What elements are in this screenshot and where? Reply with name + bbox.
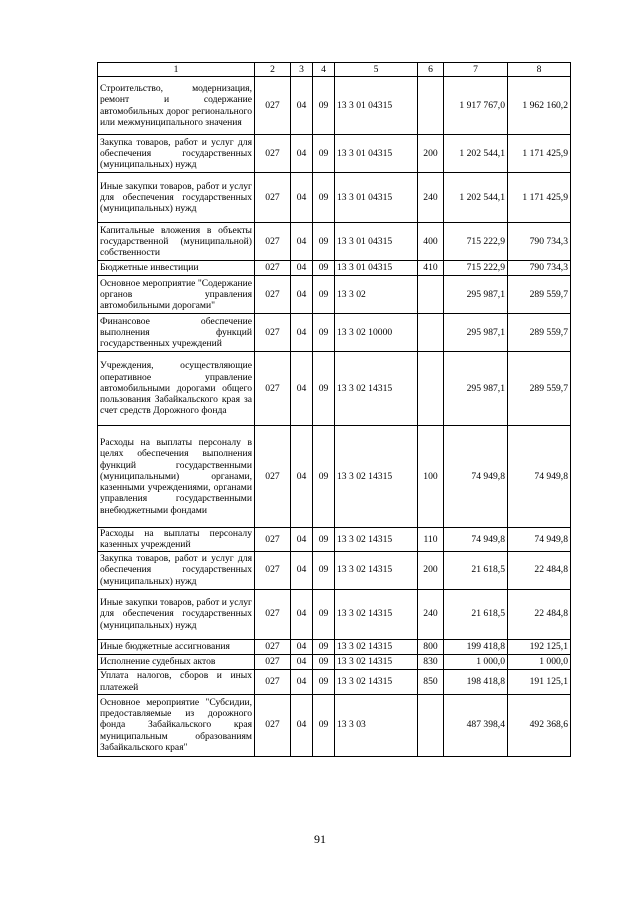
row-amount-year1-cell: 1 917 767,0 (444, 77, 508, 135)
row-target-article-cell: 13 3 02 14315 (335, 639, 418, 654)
table-row (98, 694, 571, 756)
table-row (98, 589, 571, 639)
row-subsection-cell: 09 (313, 551, 335, 589)
table-row (98, 261, 571, 276)
row-section-cell: 04 (291, 173, 313, 223)
row-expense-type-cell: 200 (418, 135, 444, 173)
row-amount-year1-cell: 1 000,0 (444, 654, 508, 669)
budget-table (97, 62, 571, 757)
row-name-cell: Закупка товаров, работ и услуг для обеспечения государственных (муниципальных) нужд (98, 135, 255, 173)
row-section-cell: 04 (291, 669, 313, 694)
row-name-cell: Учреждения, осуществляющие оперативное управление автомобильными дорогами общего пользования Забайкальского края за счет средств Дорожного фонда (98, 352, 255, 426)
row-name-cell: Расходы на выплаты персоналу в целях обеспечения выполнения функций государственными (муниципальными) органами, казенными учреждениями, органами управления государственными внебюджетными фондами (98, 426, 255, 528)
row-expense-type-cell: 240 (418, 173, 444, 223)
row-name-cell: Бюджетные инвестиции (98, 261, 255, 276)
row-expense-type-cell: 830 (418, 654, 444, 669)
row-amount-year2-cell: 191 125,1 (508, 669, 571, 694)
table-row (98, 135, 571, 173)
row-expense-type-cell (418, 276, 444, 314)
row-amount-year1-cell: 295 987,1 (444, 314, 508, 352)
row-name-cell: Финансовое обеспечение выполнения функций государственных учреждений (98, 314, 255, 352)
row-amount-year2-cell: 22 484,8 (508, 589, 571, 639)
row-amount-year2-cell: 74 949,8 (508, 528, 571, 552)
col-header-2: 2 (255, 63, 291, 77)
col-header-1: 1 (98, 63, 255, 77)
row-ministry-code-cell: 027 (255, 276, 291, 314)
col-header-4: 4 (313, 63, 335, 77)
row-target-article-cell: 13 3 01 04315 (335, 223, 418, 261)
table-row (98, 314, 571, 352)
row-ministry-code-cell: 027 (255, 669, 291, 694)
col-header-7: 7 (444, 63, 508, 77)
row-expense-type-cell: 410 (418, 261, 444, 276)
row-section-cell: 04 (291, 77, 313, 135)
table-row (98, 669, 571, 694)
table-row (98, 654, 571, 669)
row-amount-year2-cell: 1 171 425,9 (508, 173, 571, 223)
row-expense-type-cell (418, 352, 444, 426)
row-target-article-cell: 13 3 03 (335, 694, 418, 756)
row-amount-year1-cell: 74 949,8 (444, 528, 508, 552)
table-row (98, 528, 571, 552)
row-amount-year2-cell: 289 559,7 (508, 352, 571, 426)
row-target-article-cell: 13 3 02 14315 (335, 426, 418, 528)
row-amount-year2-cell: 289 559,7 (508, 314, 571, 352)
row-name-cell: Иные закупки товаров, работ и услуг для обеспечения государственных (муниципальных) нужд (98, 589, 255, 639)
row-target-article-cell: 13 3 02 14315 (335, 551, 418, 589)
row-amount-year1-cell: 198 418,8 (444, 669, 508, 694)
row-amount-year2-cell: 790 734,3 (508, 223, 571, 261)
row-section-cell: 04 (291, 694, 313, 756)
row-section-cell: 04 (291, 352, 313, 426)
row-name-cell: Капитальные вложения в объекты государственной (муниципальной) собственности (98, 223, 255, 261)
row-amount-year2-cell: 192 125,1 (508, 639, 571, 654)
row-subsection-cell: 09 (313, 223, 335, 261)
row-name-cell: Исполнение судебных актов (98, 654, 255, 669)
row-name-cell: Уплата налогов, сборов и иных платежей (98, 669, 255, 694)
row-target-article-cell: 13 3 02 14315 (335, 352, 418, 426)
row-amount-year1-cell: 715 222,9 (444, 223, 508, 261)
row-amount-year2-cell: 1 171 425,9 (508, 135, 571, 173)
row-subsection-cell: 09 (313, 276, 335, 314)
row-section-cell: 04 (291, 276, 313, 314)
table-row (98, 223, 571, 261)
row-section-cell: 04 (291, 528, 313, 552)
row-expense-type-cell: 200 (418, 551, 444, 589)
row-name-cell: Иные закупки товаров, работ и услуг для обеспечения государственных (муниципальных) нужд (98, 173, 255, 223)
row-target-article-cell: 13 3 02 14315 (335, 589, 418, 639)
row-amount-year1-cell: 21 618,5 (444, 589, 508, 639)
row-name-cell: Строительство, модернизация, ремонт и содержание автомобильных дорог регионального или межмуниципального значения (98, 77, 255, 135)
row-ministry-code-cell: 027 (255, 261, 291, 276)
table-row (98, 352, 571, 426)
row-subsection-cell: 09 (313, 261, 335, 276)
row-amount-year1-cell: 295 987,1 (444, 352, 508, 426)
row-section-cell: 04 (291, 426, 313, 528)
row-ministry-code-cell: 027 (255, 694, 291, 756)
row-subsection-cell: 09 (313, 528, 335, 552)
row-expense-type-cell (418, 314, 444, 352)
row-amount-year1-cell: 199 418,8 (444, 639, 508, 654)
row-ministry-code-cell: 027 (255, 352, 291, 426)
row-section-cell: 04 (291, 654, 313, 669)
row-subsection-cell: 09 (313, 654, 335, 669)
row-subsection-cell: 09 (313, 639, 335, 654)
row-amount-year1-cell: 295 987,1 (444, 276, 508, 314)
row-subsection-cell: 09 (313, 694, 335, 756)
table-body (98, 77, 571, 757)
row-name-cell: Основное мероприятие "Субсидии, предоставляемые из дорожного фонда Забайкальского края муниципальным образованиям Забайкальского края" (98, 694, 255, 756)
row-target-article-cell: 13 3 02 10000 (335, 314, 418, 352)
row-expense-type-cell: 850 (418, 669, 444, 694)
row-ministry-code-cell: 027 (255, 551, 291, 589)
table-row (98, 276, 571, 314)
row-subsection-cell: 09 (313, 589, 335, 639)
row-expense-type-cell: 110 (418, 528, 444, 552)
page-number: 91 (314, 832, 326, 846)
row-amount-year1-cell: 74 949,8 (444, 426, 508, 528)
row-target-article-cell: 13 3 02 14315 (335, 669, 418, 694)
row-amount-year2-cell: 74 949,8 (508, 426, 571, 528)
row-ministry-code-cell: 027 (255, 173, 291, 223)
row-section-cell: 04 (291, 639, 313, 654)
row-name-cell: Расходы на выплаты персоналу казенных учреждений (98, 528, 255, 552)
row-ministry-code-cell: 027 (255, 77, 291, 135)
row-ministry-code-cell: 027 (255, 223, 291, 261)
row-target-article-cell: 13 3 01 04315 (335, 261, 418, 276)
row-section-cell: 04 (291, 135, 313, 173)
table-row (98, 77, 571, 135)
row-target-article-cell: 13 3 02 (335, 276, 418, 314)
row-subsection-cell: 09 (313, 135, 335, 173)
row-section-cell: 04 (291, 314, 313, 352)
row-subsection-cell: 09 (313, 352, 335, 426)
row-expense-type-cell: 400 (418, 223, 444, 261)
row-section-cell: 04 (291, 261, 313, 276)
row-section-cell: 04 (291, 551, 313, 589)
row-expense-type-cell (418, 77, 444, 135)
row-section-cell: 04 (291, 223, 313, 261)
row-ministry-code-cell: 027 (255, 589, 291, 639)
row-expense-type-cell (418, 694, 444, 756)
row-amount-year1-cell: 1 202 544,1 (444, 135, 508, 173)
row-amount-year2-cell: 1 962 160,2 (508, 77, 571, 135)
col-header-5: 5 (335, 63, 418, 77)
table-row (98, 173, 571, 223)
col-header-6: 6 (418, 63, 444, 77)
row-amount-year2-cell: 1 000,0 (508, 654, 571, 669)
row-target-article-cell: 13 3 01 04315 (335, 135, 418, 173)
row-name-cell: Закупка товаров, работ и услуг для обеспечения государственных (муниципальных) нужд (98, 551, 255, 589)
row-amount-year2-cell: 790 734,3 (508, 261, 571, 276)
row-subsection-cell: 09 (313, 77, 335, 135)
row-target-article-cell: 13 3 02 14315 (335, 528, 418, 552)
table-header-row (98, 63, 571, 77)
row-target-article-cell: 13 3 02 14315 (335, 654, 418, 669)
row-expense-type-cell: 100 (418, 426, 444, 528)
row-amount-year1-cell: 1 202 544,1 (444, 173, 508, 223)
row-target-article-cell: 13 3 01 04315 (335, 173, 418, 223)
row-amount-year2-cell: 22 484,8 (508, 551, 571, 589)
col-header-8: 8 (508, 63, 571, 77)
row-ministry-code-cell: 027 (255, 528, 291, 552)
row-section-cell: 04 (291, 589, 313, 639)
row-amount-year2-cell: 289 559,7 (508, 276, 571, 314)
row-amount-year1-cell: 487 398,4 (444, 694, 508, 756)
col-header-3: 3 (291, 63, 313, 77)
row-name-cell: Иные бюджетные ассигнования (98, 639, 255, 654)
row-amount-year1-cell: 715 222,9 (444, 261, 508, 276)
row-subsection-cell: 09 (313, 426, 335, 528)
table-row (98, 639, 571, 654)
row-ministry-code-cell: 027 (255, 314, 291, 352)
row-subsection-cell: 09 (313, 314, 335, 352)
row-expense-type-cell: 240 (418, 589, 444, 639)
row-ministry-code-cell: 027 (255, 654, 291, 669)
row-subsection-cell: 09 (313, 173, 335, 223)
row-expense-type-cell: 800 (418, 639, 444, 654)
row-ministry-code-cell: 027 (255, 426, 291, 528)
row-amount-year1-cell: 21 618,5 (444, 551, 508, 589)
table-row (98, 426, 571, 528)
row-ministry-code-cell: 027 (255, 135, 291, 173)
row-name-cell: Основное мероприятие "Содержание органов управления автомобильными дорогами" (98, 276, 255, 314)
row-subsection-cell: 09 (313, 669, 335, 694)
row-target-article-cell: 13 3 01 04315 (335, 77, 418, 135)
row-amount-year2-cell: 492 368,6 (508, 694, 571, 756)
table-row (98, 551, 571, 589)
row-ministry-code-cell: 027 (255, 639, 291, 654)
